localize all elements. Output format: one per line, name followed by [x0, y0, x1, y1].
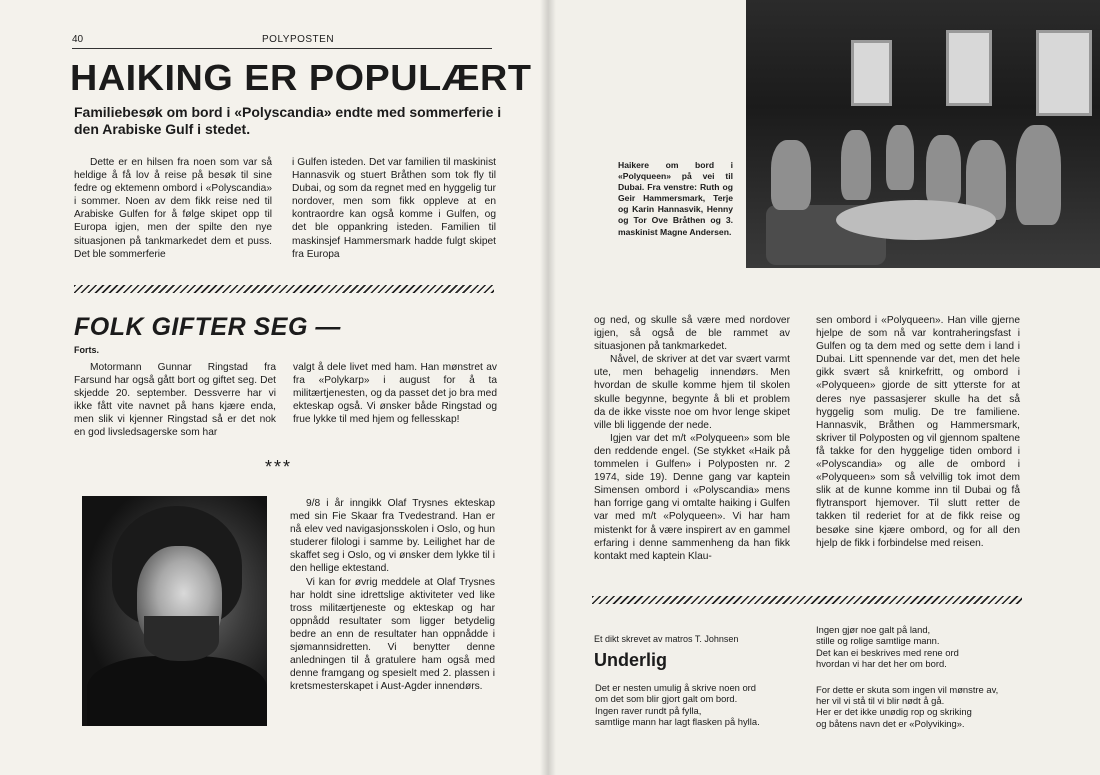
article-column-2 — [292, 156, 496, 261]
article-paragraph: Dette er en hilsen fra noen som var så heldige å få lov å reise på besøk til sine fedre og ektemenn ombord i «Polyscandia» i sommer. Noen av dem fikk reise ned til Arabiske Gulfen for å følge skipet opp til Europa igjen, men der spilte den nye situasjonen på tankmarkedet dem et puss. Det ble sommerferie — [74, 157, 272, 260]
poem-line: om det som blir gjort galt om bord. — [595, 693, 738, 705]
article-subheading: Familiebesøk om bord i «Polyscandia» endte med sommerferie i den Arabiske Gulf i stedet. — [74, 104, 502, 137]
wedding-column-3 — [290, 497, 495, 693]
photo-shape — [836, 200, 996, 240]
poem-column-1 — [595, 682, 805, 737]
wave-divider — [592, 596, 1022, 604]
left-page — [0, 0, 548, 775]
running-header — [72, 34, 492, 49]
poem-line: Det er nesten umulig å skrive noen ord — [595, 682, 757, 693]
portrait-photo — [82, 496, 267, 726]
wedding-column-1 — [74, 361, 276, 440]
photo-shape — [851, 40, 892, 106]
photo-shape — [144, 616, 219, 661]
poem-line: her vil vi stå til vi blir nødt å gå. — [816, 695, 945, 707]
article-paragraph: og ned, og skulle så være med nordover igjen, så også de ble rammet av situasjonen på tankmarkedet. — [594, 315, 790, 353]
photo-shape — [946, 30, 992, 106]
magazine-name: POLYPOSTEN — [262, 34, 335, 45]
section-title: FOLK GIFTER SEG — — [74, 313, 341, 341]
article-headline: HAIKING ER POPULÆRT — [70, 57, 532, 98]
article-paragraph: sen ombord i «Polyqueen». Han ville gjerne hjelpe de som nå var kontraheringsfast i Gulfen og ta dem med og sette dem i land i Dubai. Litt spennende var det, men det hele gikk svært så knirkefritt, og ombord i «Polyqueen» gjorde de sitt ytterste for at deres nye passasjerer skulle ha det så hyggelig som mulig. De tre familiene. Hannasvik, Bråthen og Hammersmark, skriver til Polyposten og vil gjennom spaltene få takke for den hyggelige tiden ombord i «Polyscandia» og alle de ombord i «Polyqueen» som så velvillig tok imot dem slik at de kunne komme inn til Dubai og få flytransport hjemover. Til slutt retter de takken til rederiet for at de fikk reise og besøke sine kjære ombord, og for all den hjelp de fikk i forbindelse med reisen. — [816, 315, 1020, 549]
poem-column-2 — [816, 624, 1046, 738]
poem-line: For dette er skuta som ingen vil mønstre av, — [816, 683, 999, 695]
poem-stanza — [816, 684, 1046, 730]
article-paragraph: Nåvel, de skriver at det var svært varmt ute, men behagelig innendørs. Men hvordan de skulle komme hjem til skolen skulle begynne, begynte å bli et problem da de ikke visste noe om hvor lenge skipet ville bli liggende der nede. — [594, 354, 790, 431]
photo-caption: Haikere om bord i «Polyqueen» på vei til Dubai. Fra venstre: Ruth og Geir Hammersmark, Terje og Karin Hannasvik, Henny og Tor Ove Bråthen og 3. maskinist Magne Andersen. — [618, 160, 733, 237]
photo-shape — [771, 140, 811, 210]
poem-line: Det kan ei beskrives med rene ord — [816, 646, 959, 658]
poem-stanza — [816, 624, 1046, 670]
photo-shape — [886, 125, 914, 190]
photo-shape — [926, 135, 961, 205]
photo-shape — [87, 656, 267, 726]
poem-line: Ingen gjør noe galt på land, — [816, 624, 931, 635]
article-paragraph: 9/8 i år inngikk Olaf Trysnes ekteskap med sin Fie Skaar fra Tvedestrand. Han er nå elev ved navigasjonsskolen i Oslo, og hun studerer filologi i samme by. Leilighet har de skaffet seg i Oslo, og vi ønsker dem lykke til i den hellige ektestand. — [290, 498, 495, 575]
article-paragraph: Igjen var det m/t «Polyqueen» som ble den reddende engel. (Se stykket «Haik på tommelen i Gulfen» i Polyposten nr. 2 1974, side 19). Denne gang var kaptein Simensen ombord i «Polyscandia» mens han forrige gang vi omtalte haiking i Gulfen var med m/t «Polyqueen». Vi har ham mistenkt for å være inspirert av en gammel erfaring i denne sammenheng da han fikk kontakt med kaptein Klau- — [594, 432, 790, 562]
wedding-column-2 — [293, 361, 497, 426]
section-separator: *** — [265, 457, 293, 477]
article-paragraph: Vi kan for øvrig meddele at Olaf Trysnes har holdt sine idrettslige aktiviteter ved like tross militærtjeneste og ekteskap og har oppnådd resultater som ligger betydelig bedre an enn de resultater han oppnådde i sjømannsidretten. Vi benytter denne anledningen til å gratulere ham også med denne framgang og spesielt med 2. plassen i kretsmesterskapet i Aust-Agder innendørs. — [290, 576, 495, 693]
poem-title: Underlig — [594, 650, 668, 670]
article-column-4 — [816, 314, 1020, 550]
article-paragraph: i Gulfen isteden. Det var familien til maskinist Hannasvik og stuert Bråthen som tok fly til Dubai, og som da regnet med en hyggelig tur nordover, men som fikk oppleve at en kontraordre kan også komme i Gulfen, og det ble oppankring isteden. Familien til maskinsjef Hammersmark hadde fulgt skipet fra Europa — [292, 157, 496, 260]
article-column-3 — [594, 314, 790, 563]
photo-shape — [1016, 125, 1061, 225]
poem-line: stille og rolige samtlige mann. — [816, 635, 940, 647]
article-column-1 — [74, 156, 272, 261]
photo-shape — [1036, 30, 1092, 116]
continued-label: Forts. — [74, 345, 100, 355]
poem-line: Her er det ikke unødig rop og skriking — [816, 706, 972, 718]
poem-stanza — [595, 682, 805, 728]
poem-line: hvordan vi har det her om bord. — [816, 658, 947, 670]
cabin-photo — [746, 0, 1100, 268]
poem-line: Ingen raver rundt på fylla, — [595, 704, 702, 716]
poem-line: samtlige mann har lagt flasken på hylla. — [595, 716, 760, 728]
page-number: 40 — [72, 34, 84, 45]
poem-intro: Et dikt skrevet av matros T. Johnsen — [594, 634, 739, 644]
wave-divider — [74, 285, 494, 293]
poem-line: og båtens navn det er «Polyviking». — [816, 717, 965, 729]
article-paragraph: Motormann Gunnar Ringstad fra Farsund har også gått bort og giftet seg. Det skjedde 20. september. Dessverre har vi ikke fått vite navnet på hans kjære enda, men slik vi kjenner Ringstad så er det nok en god livsledsagerske som har — [74, 362, 276, 439]
article-paragraph: valgt å dele livet med ham. Han mønstret av fra «Polykarp» i august for å ta militærtjenesten, og da passet det jo bra med ekteskap også. Vi ønsker både Ringstad og frue lykke til med hjem og fellesskap! — [293, 362, 497, 426]
photo-shape — [841, 130, 871, 200]
